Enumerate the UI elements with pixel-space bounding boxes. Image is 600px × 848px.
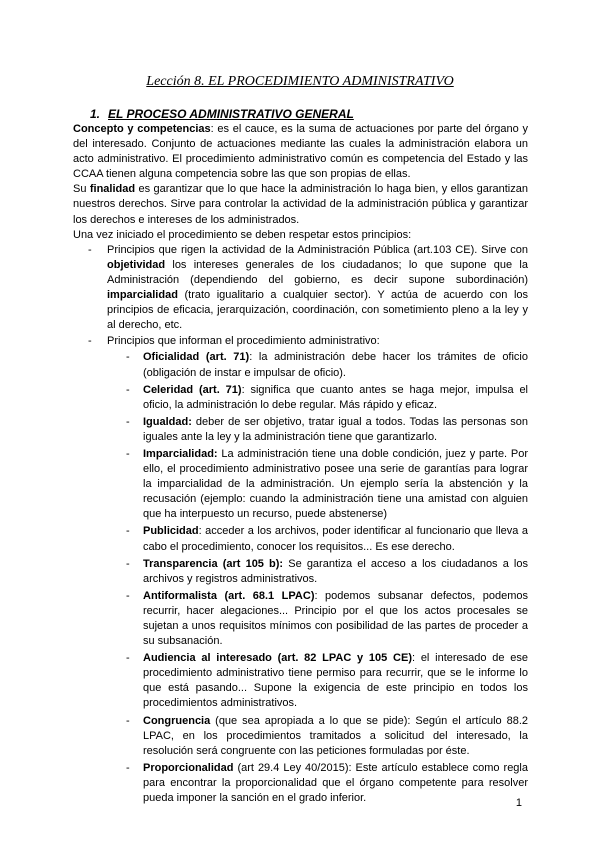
principle-term: Oficialidad (art. 71) <box>143 351 250 364</box>
section-heading <box>90 107 354 121</box>
dash-bullet: - <box>88 335 92 348</box>
term-objetividad: objetividad <box>107 258 166 271</box>
principle-term: Proporcionalidad <box>143 761 234 774</box>
principle-item <box>126 383 529 413</box>
principle-term: Audiencia al interesado (art. 82 LPAC y 105 CE) <box>143 652 412 665</box>
dash-bullet: - <box>126 589 130 602</box>
principle-text: Se garantiza el acceso a los ciudadanos a los archivos y registros administrativos. <box>143 557 528 585</box>
principle-item <box>126 557 528 587</box>
section-number: 1. <box>90 107 101 121</box>
paragraph-finalidad-term: finalidad <box>89 183 136 196</box>
principle-item <box>126 350 528 380</box>
dash-bullet: - <box>126 383 130 396</box>
list-item-procedimiento <box>73 334 528 349</box>
principle-text: : la administración debe hacer los trámites de oficio (obligación de instar e impulsar de oficio). <box>143 351 528 379</box>
paragraph-concepto-term: Concepto y competencias <box>73 123 211 135</box>
list-item-actividad <box>73 243 528 334</box>
paragraph-principios-intro: Una vez iniciado el procedimiento se deben respetar estos principios: <box>73 228 412 241</box>
dash-bullet: - <box>126 714 130 727</box>
list-item-text: Principios que rigen la actividad de la Administración Pública (art.103 CE). Sirve con <box>107 243 528 256</box>
dash-bullet: - <box>126 415 130 428</box>
principle-text: (que sea apropiada a lo que se pide): Según el artículo 88.2 LPAC, en los procedimientos tramitados a solicitud del interesado, la resolución será congruente con las peticiones formuladas por éste. <box>143 714 528 757</box>
principle-text: (art 29.4 Ley 40/2015): Este artículo establece como regla para encontrar la proporcionalidad que el órgano competente para resolver pueda imponer la sanción en el grado inferior. <box>143 761 528 805</box>
dash-bullet: - <box>126 557 130 570</box>
principle-item <box>126 447 528 522</box>
principle-term: Antiformalista (art. 68.1 LPAC) <box>143 589 315 602</box>
page-title: Lección 8. EL PROCEDIMIENTO ADMINISTRATIVO <box>146 74 454 89</box>
list-item-text: los intereses generales de los ciudadanos; lo que supone que la Administración (dependiendo del gobierno, es decir supone subordinación) <box>107 258 528 286</box>
principle-term: Publicidad <box>143 525 199 538</box>
principle-item <box>126 415 528 445</box>
section-title: EL PROCESO ADMINISTRATIVO GENERAL <box>108 107 354 121</box>
principle-item <box>126 761 528 806</box>
principle-item <box>126 651 528 711</box>
principle-text: : significa que cuanto antes se haga mejor, impulsa el oficio, la administración lo debe regular. Más rápido y eficaz. <box>143 383 529 411</box>
dash-bullet: - <box>126 652 130 665</box>
list-item-text: Principios que informan el procedimiento administrativo: <box>107 335 380 348</box>
document-body <box>73 122 528 806</box>
paragraph-finalidad-text: es garantizar que lo que hace la administración lo haga bien, y ellos garantizan nuestros derechos. Sirve para controlar la actividad de la administración pública y garantizar los derechos e intereses de los administrados. <box>73 183 528 226</box>
principles-list <box>73 243 528 350</box>
dash-bullet: - <box>126 525 130 538</box>
principle-text: : podemos subsanar defectos, podemos recurrir, hacer alegaciones... Principio por el que los actos procesales se sujetan a unos requisitos mínimos con posibilidad de las partes de proceder a su subsanación. <box>143 589 528 648</box>
dash-bullet: - <box>126 761 130 774</box>
paragraph-concepto-text: : es el cauce, es la suma de actuaciones por parte del órgano y del interesado. Conjunto de actuaciones mediante las cuales la administración elabora un acto administrativo. El procedimiento administrativo común es competencia del Estado y las CCAA tienen alguna competencia sobre las que son propias de ellas. <box>73 123 528 181</box>
principle-item <box>126 524 528 554</box>
principle-term: Igualdad: <box>143 415 192 428</box>
list-item-text: (trato igualitario a cualquier sector). Y actúa de acuerdo con los principios de eficacia, jerarquización, coordinación, con sometimiento pleno a la ley y al derecho, etc. <box>107 289 528 332</box>
principle-term: Celeridad (art. 71) <box>143 383 242 396</box>
principle-text: : acceder a los archivos, poder identificar al funcionario que lleva a cabo el procedimiento, conocer los requisitos... Es ese derecho. <box>143 525 528 553</box>
paragraph-finalidad <box>73 182 528 227</box>
term-imparcialidad: imparcialidad <box>107 289 178 302</box>
principle-item <box>126 589 528 649</box>
principle-text: : el interesado de ese procedimiento administrativo tiene permiso para recurrir, que se le informe lo que está pasando... Supone la exigencia de este principio en todos los procedimientos administrativos. <box>143 652 528 710</box>
principle-item <box>126 714 528 759</box>
dash-bullet: - <box>126 351 130 364</box>
principle-term: Transparencia (art 105 b): <box>143 557 284 570</box>
dash-bullet: - <box>126 447 130 460</box>
principle-text: deber de ser objetivo, tratar igual a todos. Todas las personas son iguales ante la ley y la administración tiene que garantizarlo. <box>143 415 528 443</box>
principle-term: Congruencia <box>143 714 211 727</box>
paragraph-concepto <box>73 122 528 182</box>
principle-text: La administración tiene una doble condición, juez y parte. Por ello, el procedimiento administrativo posee una serie de garantías para lograr la imparcialidad de la administración. Un ejemplo sería la abstención y la recusación (ejemplo: cuando la administración tiene una amistad con alguien que ha interpuesto un recurso, puede abstenerse) <box>143 447 528 521</box>
principle-term: Imparcialidad: <box>143 447 218 460</box>
paragraph-finalidad-lead: Su <box>73 183 90 196</box>
page-number: 1 <box>515 797 522 809</box>
dash-bullet: - <box>88 243 92 256</box>
procedure-principles-list <box>126 350 529 806</box>
